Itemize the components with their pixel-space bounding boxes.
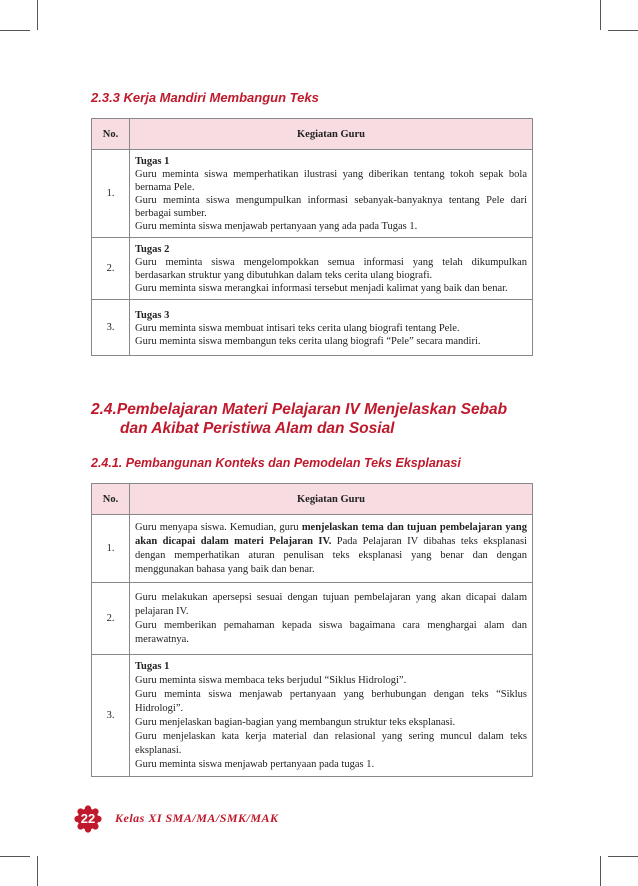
crop-mark [608,30,638,31]
book-title: Kelas XI SMA/MA/SMK/MAK [115,811,279,825]
activity-line: Guru menjelaskan bagian-bagian yang membangun struktur teks eksplanasi. [135,717,456,728]
activity-line: Guru meminta siswa merangkai informasi tersebut menjadi kalimat yang baik dan benar. [135,283,508,294]
column-header-no: No. [92,119,130,150]
row-number: 3. [92,300,130,356]
row-number: 2. [92,583,130,655]
crop-mark [600,856,601,886]
column-header-no: No. [92,484,130,515]
activity-line: Guru meminta siswa membaca teks berjudul “Siklus Hidrologi”. [135,675,407,686]
activity-line: Guru meminta siswa menjawab pertanyaan yang ada pada Tugas 1. [135,221,418,232]
table-row [92,515,533,583]
activity-line: Guru meminta siswa membuat intisari teks cerita ulang biografi tentang Pele. [135,322,460,334]
activity-line: Guru meminta siswa menjawab pertanyaan yang berhubungan dengan teks “Siklus Hidrologi”. [135,689,527,714]
column-header-activity: Kegiatan Guru [130,119,533,150]
table-row [92,300,533,356]
page-number: 22 [80,811,96,826]
activity-text-bold: menjelaskan tema dan tujuan pembelajaran yang akan dicapai dalam materi Pelajaran IV. [135,522,528,547]
section-heading-2-4 [91,400,507,438]
row-activity [130,300,533,356]
heading-line-2: dan Akibat Peristiwa Alam dan Sosial [120,420,395,437]
table-row [92,238,533,300]
column-header-activity: Kegiatan Guru [130,484,533,515]
row-number: 3. [92,655,130,777]
row-number: 1. [92,150,130,238]
activity-line: Guru menjelaskan kata kerja material dan relasional yang sering muncul dalam teks eksplanasi. [135,731,527,756]
activity-table-1 [91,118,533,356]
activity-table-2 [91,483,533,777]
activity-line: Guru meminta siswa mengumpulkan informasi sebanyak-banyaknya tentang Pele dari berbagai sumber. [135,195,527,219]
section-heading: 2.3.3 Kerja Mandiri Membangun Teks [91,90,319,105]
crop-mark [37,0,38,30]
table-row [92,150,533,238]
crop-mark [37,856,38,886]
task-label: Tugas 1 [135,661,170,672]
row-activity [130,238,533,300]
activity-line: Guru meminta siswa menjawab pertanyaan pada tugas 1. [135,759,375,770]
activity-line: Guru meminta siswa membangun teks cerita ulang biografi “Pele” secara mandiri. [135,335,481,347]
task-label: Tugas 1 [135,156,170,167]
activity-line: Guru meminta siswa memperhatikan ilustrasi yang diberikan tentang tokoh sepak bola bernama Pele. [135,169,527,193]
row-activity [130,583,533,655]
activity-text: Pada Pelajaran IV dibahas teks eksplanasi dengan memperhatikan aturan penulisan teks eksplanasi yang benar dan dengan menggunakan bahasa yang baik dan benar. [135,536,527,575]
subsection-heading: 2.4.1. Pembangunan Konteks dan Pemodelan Teks Eksplanasi [91,456,461,470]
crop-mark [600,0,601,30]
activity-text: Guru menyapa siswa. Kemudian, guru [135,522,302,533]
crop-mark [0,30,30,31]
table-header-row [92,119,533,150]
table-header-row [92,484,533,515]
table-row [92,583,533,655]
heading-line-1: 2.4.Pembelajaran Materi Pelajaran IV Menjelaskan Sebab [91,401,508,418]
page-number-badge [74,805,102,833]
activity-line: Guru memberikan pemahaman kepada siswa bagaimana cara menghargai alam dan merawatnya. [135,620,527,645]
activity-line: Guru melakukan apersepsi sesuai dengan tujuan pembelajaran yang akan dicapai dalam pelajaran IV. [135,592,527,617]
row-activity [130,150,533,238]
row-number: 1. [92,515,130,583]
crop-mark [0,856,30,857]
crop-mark [608,856,638,857]
row-activity [130,655,533,777]
row-activity [130,515,533,583]
task-label: Tugas 3 [135,309,170,321]
task-label: Tugas 2 [135,244,170,255]
activity-line: Guru meminta siswa mengelompokkan semua informasi yang telah dikumpulkan berdasarkan struktur yang dibutuhkan dalam teks cerita ulang biografi. [135,257,527,281]
row-number: 2. [92,238,130,300]
table-row [92,655,533,777]
